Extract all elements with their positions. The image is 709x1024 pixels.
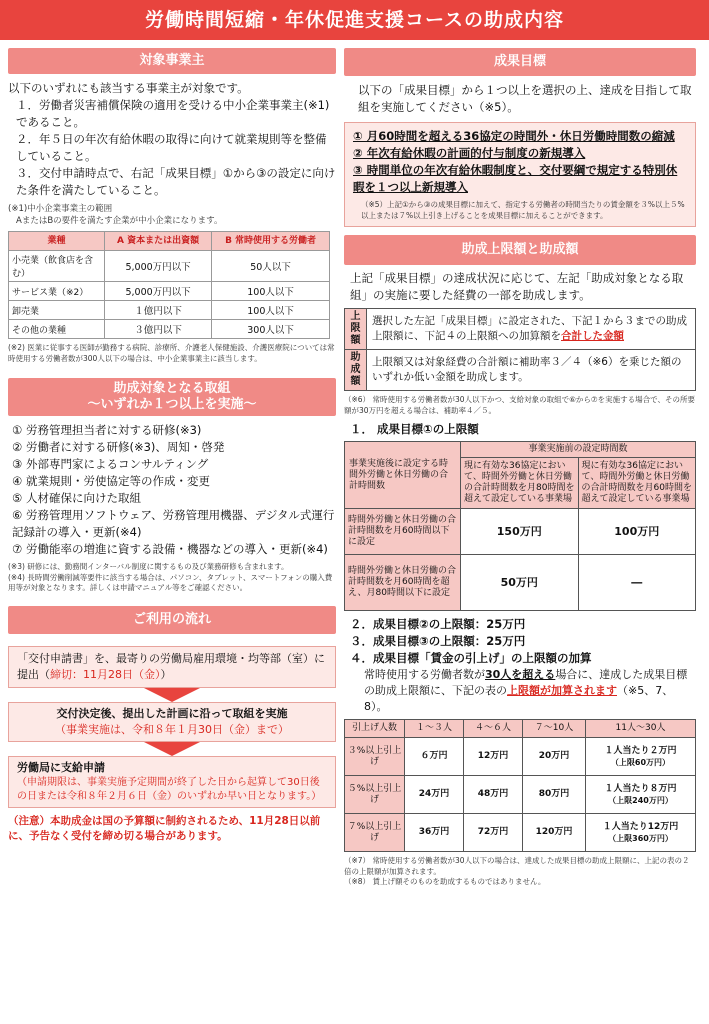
table-cell — [367, 309, 696, 350]
table-cell: 上限額又は対象経費の合計額に補助率３／４（※6）を乗じた額のいずれか低い金額を助成します。 — [367, 350, 696, 391]
list-item: ⑤ 人材確保に向けた取組 — [12, 491, 141, 505]
table-header: 業種 — [9, 232, 105, 251]
table-cell: 48万円 — [464, 776, 523, 814]
limit-row1-highlight: 合計した金額 — [561, 330, 624, 342]
table-cell: ３億円以下 — [105, 320, 212, 339]
table-header: 引上げ人数 — [345, 720, 405, 738]
table-cell: 50万円 — [461, 555, 579, 611]
table-row — [9, 301, 330, 320]
goal-item: ③ 時間単位の年次有給休暇制度と、交付要綱で規定する特別休暇を１つ以上新規導入 — [353, 163, 678, 194]
goal-item: ② 年次有給休暇の計画的付与制度の新規導入 — [353, 146, 586, 160]
table-cell: 24万円 — [405, 776, 464, 814]
table-header: １～３人 — [405, 720, 464, 738]
table-cell: 上限額 — [345, 309, 367, 350]
flow-arrow-icon — [144, 742, 200, 756]
note6: （※6） 常時使用する労働者数が30人以下かつ、支給対象の取組で⑥から⑦を実施する場合で、その所要額が30万円を超える場合は、補助率４／５。 — [344, 395, 695, 415]
table-header: 現に有効な36協定において、時間外労働と休日労働の合計時間数を月80時間を超えて設定している事業場 — [461, 458, 579, 509]
table-header: ４～６人 — [464, 720, 523, 738]
note2: (※2) 医業に従事する医師が勤務する病院、診療所、介護老人保健施設、介護医療院については常時使用する労働者数が300人以下の場合は、中小企業事業主に該当します。 — [8, 343, 335, 363]
table-header: 現に有効な36協定において、時間外労働と休日労働の合計時間数を月60時間を超えて設定している事業場 — [578, 458, 696, 509]
table-header: ７～10人 — [523, 720, 586, 738]
table-cell: 時間外労働と休日労働の合計時間数を月60時間以下に設定 — [345, 509, 461, 555]
limit-table — [344, 308, 696, 391]
table-cell: 50人以下 — [212, 251, 330, 282]
goal4-text-c: 場合に、達成した成果目標の助成上限額に、下記の表の — [364, 668, 688, 697]
cap-amount: （上限240万円） — [608, 795, 673, 805]
goal-item: ① 月60時間を超える36協定の時間外・休日労働時間数の縮減 — [353, 129, 675, 143]
table-row — [9, 320, 330, 339]
eligible-heading: 対象事業主 — [8, 48, 336, 74]
table-cell: １億円以下 — [105, 301, 212, 320]
table-cell — [586, 814, 696, 852]
cap-amount: （上限60万円） — [610, 757, 671, 767]
table-cell: ３%以上引上げ — [345, 738, 405, 776]
table-header: A 資本または出資額 — [105, 232, 212, 251]
table-row — [345, 309, 696, 350]
table-cell — [586, 738, 696, 776]
eligible-item: １．労働者災害補償保険の適用を受ける中小企業事業主(※1)であること。 — [16, 98, 330, 129]
goal4-text-b: 30人を超える — [485, 668, 556, 681]
table-cell: 時間外労働と休日労働の合計時間数を月60時間を超え、月80時間以下に設定 — [345, 555, 461, 611]
note4: (※4) 長時間労働削減等要件に該当する場合は、パソコン、タブレット、スマートフォンの購入費用等が対象となります。詳しくは申請マニュアル等をご確認ください。 — [8, 572, 333, 592]
table-cell: その他の業種 — [9, 320, 105, 339]
goal2-limit: ２．成果目標②の上限額：25万円 — [350, 617, 526, 631]
table-cell: 300人以下 — [212, 320, 330, 339]
goal4-heading: ４．成果目標「賃金の引上げ」の上限額の加算 — [350, 651, 592, 665]
table-cell: 5,000万円以下 — [105, 282, 212, 301]
note1-title: (※1)中小企業事業主の範囲 — [8, 204, 113, 214]
list-item: ① 労務管理担当者に対する研修(※3) — [12, 423, 202, 437]
deadline: 締切：11月28日（金） — [50, 667, 161, 681]
eligible-item: ２．年５日の年次有給休暇の取得に向けて就業規則等を整備していること。 — [16, 132, 327, 163]
table-cell: 100人以下 — [212, 301, 330, 320]
table-cell: ― — [578, 555, 696, 611]
table-row — [345, 814, 696, 852]
note1-body: AまたはBの要件を満たす企業が中小企業になります。 — [16, 216, 223, 226]
note8: （※8） 賃上げ額そのものを助成するものではありません。 — [344, 877, 546, 886]
goal4-text-d: 上限額が加算されます — [507, 684, 617, 697]
right-column — [344, 48, 696, 888]
table-cell: 36万円 — [405, 814, 464, 852]
limit-row1-text: 選択した左記「成果目標」に設定された、下記１から３までの助成上限額に、下記４の上限額への加算額を — [372, 315, 687, 342]
table-cell: 5,000万円以下 — [105, 251, 212, 282]
table-cell: サービス業（※2） — [9, 282, 105, 301]
table-row — [9, 251, 330, 282]
flow-heading: ご利用の流れ — [8, 606, 336, 634]
warning-text: （注意）本助成金は国の予算額に制約されるため、11月28日以前に、予告なく受付を締め切る場合があります。 — [8, 814, 321, 842]
sme-table — [8, 231, 330, 339]
flow-step-2-title: 交付決定後、提出した計画に沿って取組を実施 — [56, 706, 288, 720]
table-cell: ７%以上引上げ — [345, 814, 405, 852]
table-header: B 常時使用する労働者 — [212, 232, 330, 251]
page-title: 労働時間短縮・年休促進支援コースの助成内容 — [0, 0, 709, 40]
table-row — [345, 555, 696, 611]
goal1-table — [344, 441, 696, 611]
measures-heading-line2: ～いずれか１つ以上を実施～ — [87, 397, 257, 412]
flow-arrow-icon — [144, 688, 200, 702]
wage-table — [344, 719, 696, 852]
flow-step-2 — [8, 702, 336, 742]
list-item: ④ 就業規則・労使協定等の作成・変更 — [12, 474, 210, 488]
table-row — [345, 509, 696, 555]
list-item: ③ 外部専門家によるコンサルティング — [12, 457, 209, 471]
per-person-amount: １人当たり８万円 — [604, 783, 677, 794]
cap-amount: （上限360万円） — [608, 833, 673, 843]
table-cell: 72万円 — [464, 814, 523, 852]
flow-step-1 — [8, 646, 336, 688]
table-cell: 助成額 — [345, 350, 367, 391]
table-cell: 20万円 — [523, 738, 586, 776]
note3: (※3) 研修には、勤務間インターバル制度に関するもの及び業務研修も含まれます。 — [8, 562, 289, 571]
limit-heading: 助成上限額と助成額 — [344, 235, 696, 265]
eligible-intro: 以下のいずれにも該当する事業主が対象です。 — [8, 81, 249, 95]
goal4-text-e: （※5、7、8）。 — [364, 684, 674, 713]
flow-step-1-close: ） — [160, 667, 172, 681]
limit-intro: 上記「成果目標」の達成状況に応じて、左記「助成対象となる取組」の実施に要した経費の一部を助成します。 — [350, 271, 684, 302]
goals-intro: 以下の「成果目標」から１つ以上を選択の上、達成を目指して取組を実施してください（※5）。 — [358, 83, 692, 114]
list-item: ② 労働者に対する研修(※3)、周知・啓発 — [12, 440, 225, 454]
note7: （※7） 常時使用する労働者数が30人以下の場合は、達成した成果目標の助成上限額に、上記の表の２倍の上限額が加算されます。 — [344, 856, 690, 876]
goal1-heading: １． 成果目標①の上限額 — [350, 422, 479, 436]
flow-step-3-title: 労働局に支給申請 — [17, 760, 105, 774]
measures-heading — [8, 378, 336, 416]
flow-step-1-text: 「交付申請書」を、最寄りの労働局雇用環境・均等部（室）に提出（ — [17, 651, 325, 681]
per-person-amount: １人当たり12万円 — [602, 821, 679, 832]
table-cell: 卸売業 — [9, 301, 105, 320]
goal4-text — [344, 667, 696, 715]
list-item: ⑥ 労務管理用ソフトウェア、労務管理用機器、デジタル式運行記録計の導入・更新(※4) — [12, 508, 335, 539]
table-cell: ６万円 — [405, 738, 464, 776]
table-row — [9, 282, 330, 301]
table-cell: 100人以下 — [212, 282, 330, 301]
table-row — [345, 738, 696, 776]
flow-step-3 — [8, 756, 336, 808]
table-cell: ５%以上引上げ — [345, 776, 405, 814]
table-header: 事業実施前の設定時間数 — [461, 442, 696, 458]
table-cell: 100万円 — [578, 509, 696, 555]
left-column — [8, 48, 336, 844]
table-cell: 150万円 — [461, 509, 579, 555]
table-row — [345, 350, 696, 391]
goals-box — [344, 122, 696, 227]
eligible-item: ３．交付申請時点で、右記「成果目標」①から③の設定に向けた条件を満たしていること。 — [16, 166, 336, 197]
per-person-amount: １人当たり２万円 — [604, 745, 677, 756]
table-cell: 小売業（飲食店を含む） — [9, 251, 105, 282]
goal3-limit: ３．成果目標③の上限額：25万円 — [350, 634, 526, 648]
table-header: 事業実施後に設定する時間外労働と休日労働の合計時間数 — [345, 442, 461, 509]
table-cell: 80万円 — [523, 776, 586, 814]
measures-heading-line1: 助成対象となる取組 — [113, 381, 231, 396]
measures-list — [8, 422, 336, 558]
goal4-text-a: 常時使用する労働者数が — [364, 668, 485, 681]
flow-step-3-body: （申請期限は、事業実施予定期間が終了した日から起算して30日後の日または令和８年２月６日（金）のいずれか早い日となります。） — [17, 776, 322, 802]
table-header: 11人～30人 — [586, 720, 696, 738]
table-cell: 120万円 — [523, 814, 586, 852]
note5: （※5）上記①から③の成果目標に加えて、指定する労働者の時間当たりの賃金額を３%以上５%以上または７%以上引き上げることを成果目標に加えることができます。 — [361, 200, 685, 220]
table-cell — [586, 776, 696, 814]
table-row — [345, 776, 696, 814]
list-item: ⑦ 労働能率の増進に資する設備・機器などの導入・更新(※4) — [12, 542, 328, 556]
table-cell: 12万円 — [464, 738, 523, 776]
goals-heading: 成果目標 — [344, 48, 696, 76]
flow-step-2-sub: （事業実施は、令和８年１月30日（金）まで） — [55, 722, 289, 736]
